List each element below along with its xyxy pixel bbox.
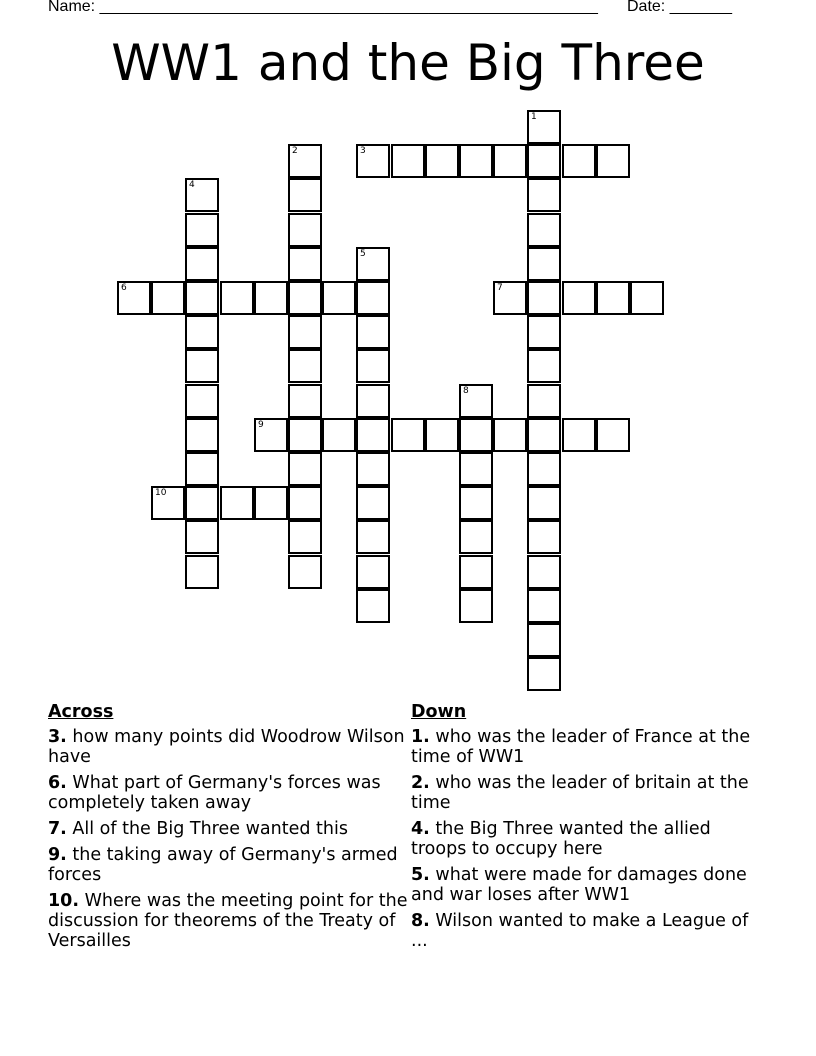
- grid-cell[interactable]: [185, 247, 219, 281]
- grid-cell[interactable]: [459, 486, 493, 520]
- cell-number: 9: [258, 420, 264, 430]
- name-field[interactable]: Name: ________________________________________________________: [48, 0, 598, 15]
- clue-across-3: [48, 727, 410, 767]
- grid-cell[interactable]: [596, 418, 630, 452]
- grid-cell[interactable]: [425, 144, 459, 178]
- clue-text: What part of Germany's forces was completely taken away: [48, 773, 381, 813]
- grid-cell[interactable]: [493, 144, 527, 178]
- grid-cell[interactable]: [185, 520, 219, 554]
- grid-cell[interactable]: [288, 213, 322, 247]
- clue-text: who was the leader of France at the time of WW1: [411, 727, 751, 767]
- grid-cell[interactable]: [117, 281, 151, 315]
- clue-number: 3.: [48, 727, 67, 747]
- grid-cell[interactable]: [459, 555, 493, 589]
- grid-cell[interactable]: [527, 213, 561, 247]
- grid-cell[interactable]: [425, 418, 459, 452]
- clue-number: 9.: [48, 845, 67, 865]
- cell-number: 7: [497, 283, 503, 293]
- grid-cell[interactable]: [562, 281, 596, 315]
- grid-cell[interactable]: [288, 486, 322, 520]
- down-clues: [411, 701, 761, 957]
- cell-number: 3: [360, 146, 366, 156]
- clue-text: who was the leader of britain at the time: [411, 773, 749, 813]
- grid-cell[interactable]: [562, 144, 596, 178]
- page-title: WW1 and the Big Three: [111, 34, 705, 92]
- grid-cell[interactable]: [459, 452, 493, 486]
- grid-cell[interactable]: [356, 247, 390, 281]
- grid-cell[interactable]: [185, 178, 219, 212]
- clue-text: the taking away of Germany's armed forces: [48, 845, 398, 885]
- grid-cell[interactable]: [151, 486, 185, 520]
- grid-cell[interactable]: [356, 452, 390, 486]
- grid-cell[interactable]: [288, 418, 322, 452]
- clue-across-9: [48, 845, 410, 885]
- grid-cell[interactable]: [527, 555, 561, 589]
- grid-cell[interactable]: [185, 213, 219, 247]
- grid-cell[interactable]: [185, 452, 219, 486]
- grid-cell[interactable]: [527, 486, 561, 520]
- grid-cell[interactable]: [527, 110, 561, 144]
- grid-cell[interactable]: [356, 144, 390, 178]
- clue-text: how many points did Woodrow Wilson have: [48, 727, 405, 767]
- grid-cell[interactable]: [391, 418, 425, 452]
- clue-down-5: [411, 865, 761, 905]
- clue-text: All of the Big Three wanted this: [66, 819, 348, 839]
- clue-number: 4.: [411, 819, 430, 839]
- grid-cell[interactable]: [254, 418, 288, 452]
- grid-cell[interactable]: [356, 520, 390, 554]
- grid-cell[interactable]: [527, 520, 561, 554]
- grid-cell[interactable]: [459, 520, 493, 554]
- grid-cell[interactable]: [527, 315, 561, 349]
- across-clues: [48, 701, 410, 957]
- grid-cell[interactable]: [356, 384, 390, 418]
- grid-cell[interactable]: [493, 418, 527, 452]
- grid-cell[interactable]: [459, 589, 493, 623]
- clue-number: 8.: [411, 911, 430, 931]
- clue-number: 1.: [411, 727, 430, 747]
- grid-cell[interactable]: [185, 349, 219, 383]
- grid-cell[interactable]: [185, 486, 219, 520]
- date-field[interactable]: Date: _______: [627, 0, 732, 15]
- clue-down-1: [411, 727, 761, 767]
- cell-number: 6: [121, 283, 127, 293]
- grid-cell[interactable]: [356, 281, 390, 315]
- grid-cell[interactable]: [220, 486, 254, 520]
- grid-cell[interactable]: [596, 281, 630, 315]
- grid-cell[interactable]: [288, 281, 322, 315]
- grid-cell[interactable]: [459, 144, 493, 178]
- grid-cell[interactable]: [288, 247, 322, 281]
- clue-across-7: [48, 819, 410, 839]
- grid-cell[interactable]: [356, 315, 390, 349]
- grid-cell[interactable]: [185, 281, 219, 315]
- clue-text: Where was the meeting point for the discussion for theorems of the Treaty of Versailles: [48, 891, 408, 951]
- clue-down-2: [411, 773, 761, 813]
- clue-down-4: [411, 819, 761, 859]
- grid-cell[interactable]: [185, 315, 219, 349]
- grid-cell[interactable]: [493, 281, 527, 315]
- grid-cell[interactable]: [596, 144, 630, 178]
- clue-number: 2.: [411, 773, 430, 793]
- grid-cell[interactable]: [185, 384, 219, 418]
- grid-cell[interactable]: [459, 384, 493, 418]
- cell-number: 2: [292, 146, 298, 156]
- grid-cell[interactable]: [151, 281, 185, 315]
- grid-cell[interactable]: [185, 418, 219, 452]
- grid-cell[interactable]: [527, 349, 561, 383]
- grid-cell[interactable]: [527, 589, 561, 623]
- clue-number: 5.: [411, 865, 430, 885]
- cell-number: 1: [531, 112, 537, 122]
- grid-cell[interactable]: [527, 452, 561, 486]
- grid-cell[interactable]: [288, 144, 322, 178]
- grid-cell[interactable]: [288, 384, 322, 418]
- grid-cell[interactable]: [630, 281, 664, 315]
- grid-cell[interactable]: [356, 555, 390, 589]
- clue-number: 10.: [48, 891, 80, 911]
- grid-cell[interactable]: [185, 555, 219, 589]
- clue-text: what were made for damages done and war loses after WW1: [411, 865, 747, 905]
- clue-text: Wilson wanted to make a League of ...: [411, 911, 749, 951]
- grid-cell[interactable]: [322, 281, 356, 315]
- grid-cell[interactable]: [288, 452, 322, 486]
- grid-cell[interactable]: [527, 384, 561, 418]
- grid-cell[interactable]: [527, 178, 561, 212]
- grid-cell[interactable]: [527, 247, 561, 281]
- grid-cell[interactable]: [562, 418, 596, 452]
- clue-down-8: [411, 911, 761, 951]
- grid-cell[interactable]: [322, 418, 356, 452]
- clue-across-10: [48, 891, 410, 951]
- grid-cell[interactable]: [254, 281, 288, 315]
- grid-cell[interactable]: [527, 144, 561, 178]
- grid-cell[interactable]: [356, 486, 390, 520]
- grid-cell[interactable]: [527, 657, 561, 691]
- grid-cell[interactable]: [459, 418, 493, 452]
- grid-cell[interactable]: [288, 520, 322, 554]
- grid-cell[interactable]: [356, 589, 390, 623]
- cell-number: 5: [360, 249, 366, 259]
- grid-cell[interactable]: [356, 349, 390, 383]
- grid-cell[interactable]: [288, 555, 322, 589]
- clue-number: 7.: [48, 819, 67, 839]
- grid-cell[interactable]: [527, 418, 561, 452]
- clue-text: the Big Three wanted the allied troops to occupy here: [411, 819, 711, 859]
- clue-number: 6.: [48, 773, 67, 793]
- grid-cell[interactable]: [391, 144, 425, 178]
- grid-cell[interactable]: [288, 178, 322, 212]
- grid-cell[interactable]: [288, 315, 322, 349]
- grid-cell[interactable]: [288, 349, 322, 383]
- grid-cell[interactable]: [527, 281, 561, 315]
- cell-number: 10: [155, 488, 167, 498]
- grid-cell[interactable]: [356, 418, 390, 452]
- clue-across-6: [48, 773, 410, 813]
- across-heading: Across: [48, 702, 114, 722]
- grid-cell[interactable]: [254, 486, 288, 520]
- cell-number: 8: [463, 386, 469, 396]
- grid-cell[interactable]: [527, 623, 561, 657]
- grid-cell[interactable]: [220, 281, 254, 315]
- cell-number: 4: [189, 180, 195, 190]
- down-heading: Down: [411, 702, 467, 722]
